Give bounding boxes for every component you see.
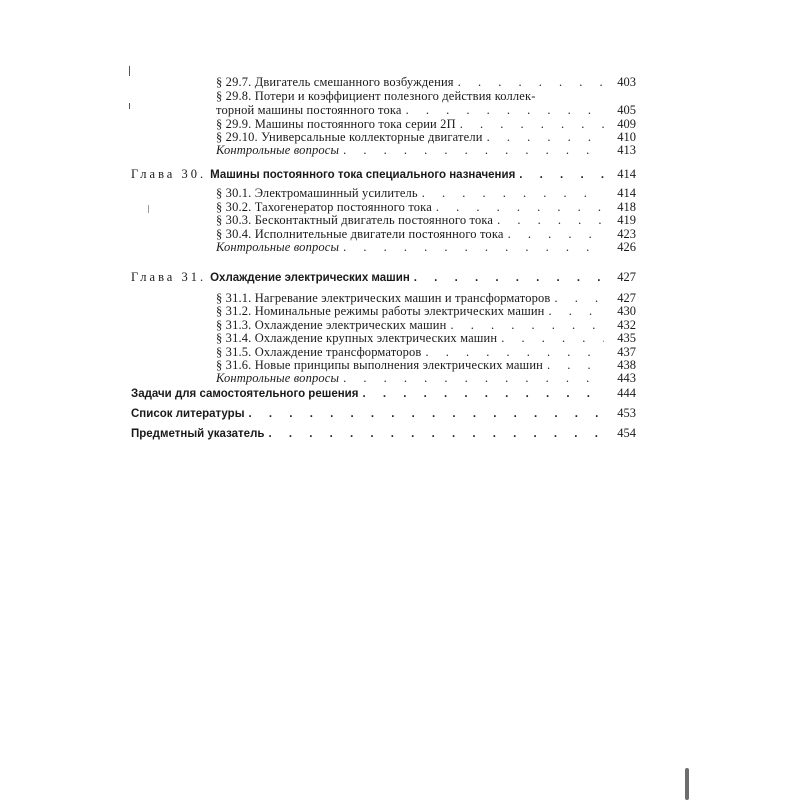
page-number: 430 xyxy=(617,304,636,318)
dot-leader xyxy=(501,331,604,345)
chapter-number: Глава 31. xyxy=(131,270,207,284)
page-number: 427 xyxy=(617,291,636,305)
toc-entry-29-8-cont xyxy=(216,103,636,117)
entry-label: § 30.4. Исполнительные двигатели постоянного тока xyxy=(216,227,504,241)
toc-entry-questions-29 xyxy=(216,143,636,157)
dot-leader xyxy=(343,143,604,157)
dot-leader xyxy=(425,345,604,359)
entry-label: Контрольные вопросы xyxy=(216,143,340,157)
page-number: 410 xyxy=(617,130,636,144)
page-number: 414 xyxy=(617,167,636,181)
page-number: 418 xyxy=(617,200,636,214)
toc-entry-30-4 xyxy=(216,227,636,241)
page-number: 435 xyxy=(617,331,636,345)
entry-label: § 30.1. Электромашинный усилитель xyxy=(216,186,418,200)
dot-leader xyxy=(497,213,604,227)
page-number: 453 xyxy=(617,406,636,420)
page-number: 444 xyxy=(617,386,636,400)
margin-mark xyxy=(129,66,130,76)
dot-leader xyxy=(343,240,604,254)
entry-label: § 29.7. Двигатель смешанного возбуждения xyxy=(216,75,454,89)
dot-leader xyxy=(406,103,604,117)
entry-label: § 31.1. Нагревание электрических машин и трансформаторов xyxy=(216,291,551,305)
dot-leader xyxy=(343,371,604,385)
toc-chapter-30 xyxy=(131,167,636,182)
entry-label: Контрольные вопросы xyxy=(216,371,340,385)
toc-entry-questions-30 xyxy=(216,240,636,254)
entry-label: § 31.3. Охлаждение электрических машин xyxy=(216,318,447,332)
page-number: 443 xyxy=(617,371,636,385)
toc-entry-31-4 xyxy=(216,331,636,345)
dot-leader xyxy=(268,427,604,441)
page-number: 454 xyxy=(617,426,636,440)
margin-mark xyxy=(129,103,130,109)
page-number: 419 xyxy=(617,213,636,227)
page-number: 432 xyxy=(617,318,636,332)
dot-leader xyxy=(422,186,604,200)
entry-label: § 30.2. Тахогенератор постоянного тока xyxy=(216,200,432,214)
entry-label: Предметный указатель xyxy=(131,428,265,440)
dot-leader xyxy=(508,227,604,241)
entry-label: § 31.2. Номинальные режимы работы электрических машин xyxy=(216,304,545,318)
entry-label: § 30.3. Бесконтактный двигатель постоянного тока xyxy=(216,213,494,227)
dot-leader xyxy=(362,387,604,401)
dot-leader xyxy=(458,75,604,89)
toc-entry-index xyxy=(131,426,636,441)
dot-leader xyxy=(414,271,604,285)
page-number: 403 xyxy=(617,75,636,89)
page-number: 426 xyxy=(617,240,636,254)
toc-chapter-31 xyxy=(131,270,636,285)
page-number: 437 xyxy=(617,345,636,359)
toc-entry-30-3 xyxy=(216,213,636,227)
toc-entry-31-3 xyxy=(216,318,636,332)
page-number: 427 xyxy=(617,270,636,284)
toc-entry-31-2 xyxy=(216,304,636,318)
toc-entry-questions-31 xyxy=(216,371,636,385)
dot-leader xyxy=(519,168,604,182)
entry-label: § 29.10. Универсальные коллекторные двигатели xyxy=(216,130,483,144)
dot-leader xyxy=(555,291,605,305)
page-number: 414 xyxy=(617,186,636,200)
toc-entry-30-1 xyxy=(216,186,636,200)
dot-leader xyxy=(436,200,604,214)
page-number: 423 xyxy=(617,227,636,241)
entry-label: § 31.5. Охлаждение трансформаторов xyxy=(216,345,422,359)
page-number: 438 xyxy=(617,358,636,372)
toc-entry-29-7 xyxy=(216,75,636,89)
toc-entry-31-1 xyxy=(216,291,636,305)
margin-mark xyxy=(148,205,149,213)
page-number: 409 xyxy=(617,117,636,131)
entry-label-continued: торной машины постоянного тока xyxy=(216,103,402,117)
toc-entry-29-9 xyxy=(216,117,636,131)
toc-entry-31-5 xyxy=(216,345,636,359)
scrollbar-thumb[interactable] xyxy=(685,768,689,800)
dot-leader xyxy=(547,358,604,372)
dot-leader xyxy=(450,318,604,332)
page-number: 405 xyxy=(617,103,636,117)
chapter-title: Охлаждение электрических машин xyxy=(210,272,410,284)
dot-leader xyxy=(249,407,604,421)
chapter-title: Машины постоянного тока специального назначения xyxy=(210,169,516,181)
dot-leader xyxy=(460,117,604,131)
toc-entry-29-8 xyxy=(216,89,616,103)
entry-label: Контрольные вопросы xyxy=(216,240,340,254)
toc-entry-30-2 xyxy=(216,200,636,214)
dot-leader xyxy=(549,304,604,318)
dot-leader xyxy=(487,130,604,144)
entry-label: § 31.6. Новые принципы выполнения электрических машин xyxy=(216,358,544,372)
toc-entry-literature xyxy=(131,406,636,421)
entry-label: § 29.9. Машины постоянного тока серии 2П xyxy=(216,117,456,131)
toc-entry-tasks xyxy=(131,386,636,401)
toc-entry-29-10 xyxy=(216,130,636,144)
entry-label: Список литературы xyxy=(131,408,245,420)
entry-label: § 29.8. Потери и коэффициент полезного действия коллек- xyxy=(216,89,536,103)
chapter-number: Глава 30. xyxy=(131,167,207,181)
page-number: 413 xyxy=(617,143,636,157)
toc-entry-31-6 xyxy=(216,358,636,372)
entry-label: Задачи для самостоятельного решения xyxy=(131,388,359,400)
entry-label: § 31.4. Охлаждение крупных электрических машин xyxy=(216,331,498,345)
